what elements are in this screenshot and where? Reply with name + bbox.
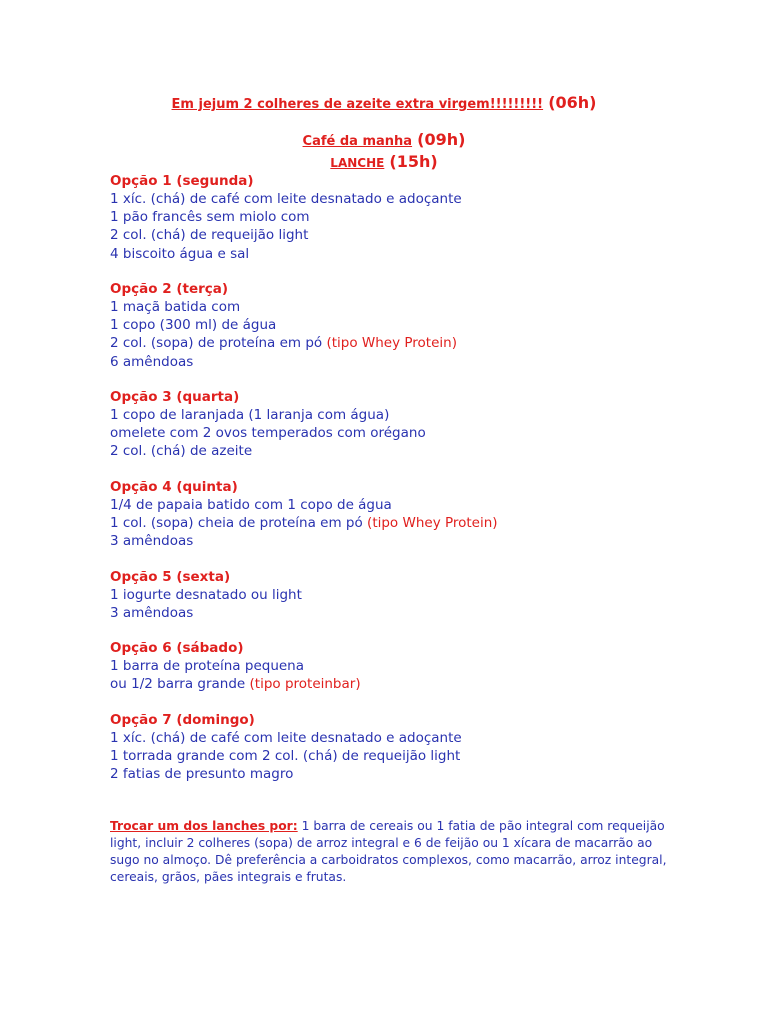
option-3	[110, 388, 426, 461]
swap-note-lead: Trocar um dos lanches por:	[110, 819, 298, 833]
fasting-time: (06h)	[548, 93, 597, 112]
snack-time: (15h)	[389, 152, 438, 171]
option-line: 1 xíc. (chá) de café com leite desnatado e adoçante	[110, 191, 462, 207]
option-line: 3 amêndoas	[110, 605, 194, 622]
option-note: (tipo proteinbar)	[249, 676, 361, 693]
snack-heading	[0, 152, 768, 171]
option-line: 1 barra de proteína pequena	[110, 658, 305, 674]
swap-note-body: 1 barra de cereais ou 1 fatia de pão integral com requeijão light, incluir 2 colheres (sopa) de arroz integral e 6 de feijão ou 1 xícara de macarrão ao sugo no almoço. Dê preferência a carboidratos complexos, como macarrão, arroz integral, cereais, grãos, pães integrais e frutas.	[110, 819, 667, 884]
breakfast-heading	[0, 130, 768, 149]
option-5	[110, 568, 302, 622]
option-1	[110, 172, 462, 263]
breakfast-time: (09h)	[417, 130, 466, 149]
snack-text: LANCHE	[330, 156, 385, 170]
option-line: 1 pão francês sem miolo com	[110, 209, 310, 226]
option-line: 1/4 de papaia batido com 1 copo de água	[110, 497, 392, 513]
option-line: omelete com 2 ovos temperados com orégano	[110, 425, 426, 442]
option-note: (tipo Whey Protein)	[326, 335, 457, 352]
option-line: ou 1/2 barra grande (tipo proteinbar)	[110, 676, 361, 693]
option-2	[110, 280, 457, 371]
option-line: 1 maçã batida com	[110, 299, 241, 315]
option-line: 2 col. (chá) de azeite	[110, 443, 253, 460]
option-line: 2 col. (chá) de requeijão light	[110, 227, 309, 244]
option-line: 1 xíc. (chá) de café com leite desnatado e adoçante	[110, 730, 462, 746]
option-6	[110, 639, 361, 693]
breakfast-text: Café da manha	[302, 134, 413, 149]
option-line: 2 fatias de presunto magro	[110, 766, 294, 783]
option-title: Opção 6 (sábado)	[110, 640, 244, 656]
option-line: 3 amêndoas	[110, 533, 194, 550]
option-line: 1 iogurte desnatado ou light	[110, 587, 302, 603]
option-7	[110, 711, 462, 784]
option-line: 1 col. (sopa) cheia de proteína em pó (tipo Whey Protein)	[110, 515, 498, 532]
option-line: 4 biscoito água e sal	[110, 245, 250, 262]
fasting-heading	[0, 93, 768, 112]
option-4	[110, 478, 498, 551]
option-line: 6 amêndoas	[110, 353, 194, 370]
option-line: 1 copo de laranjada (1 laranja com água)	[110, 407, 390, 423]
option-line: 1 torrada grande com 2 col. (chá) de requeijão light	[110, 748, 461, 765]
option-line: 2 col. (sopa) de proteína em pó (tipo Whey Protein)	[110, 335, 457, 352]
option-title: Opção 7 (domingo)	[110, 712, 255, 728]
option-note: (tipo Whey Protein)	[367, 515, 498, 532]
option-title: Opção 1 (segunda)	[110, 173, 254, 189]
option-line: 1 copo (300 ml) de água	[110, 317, 277, 334]
option-title: Opção 3 (quarta)	[110, 389, 240, 405]
option-title: Opção 4 (quinta)	[110, 479, 238, 495]
option-title: Opção 5 (sexta)	[110, 569, 231, 585]
fasting-text: Em jejum 2 colheres de azeite extra virgem!!!!!!!!!	[171, 97, 544, 112]
swap-note	[110, 818, 670, 886]
option-title: Opção 2 (terça)	[110, 281, 229, 297]
